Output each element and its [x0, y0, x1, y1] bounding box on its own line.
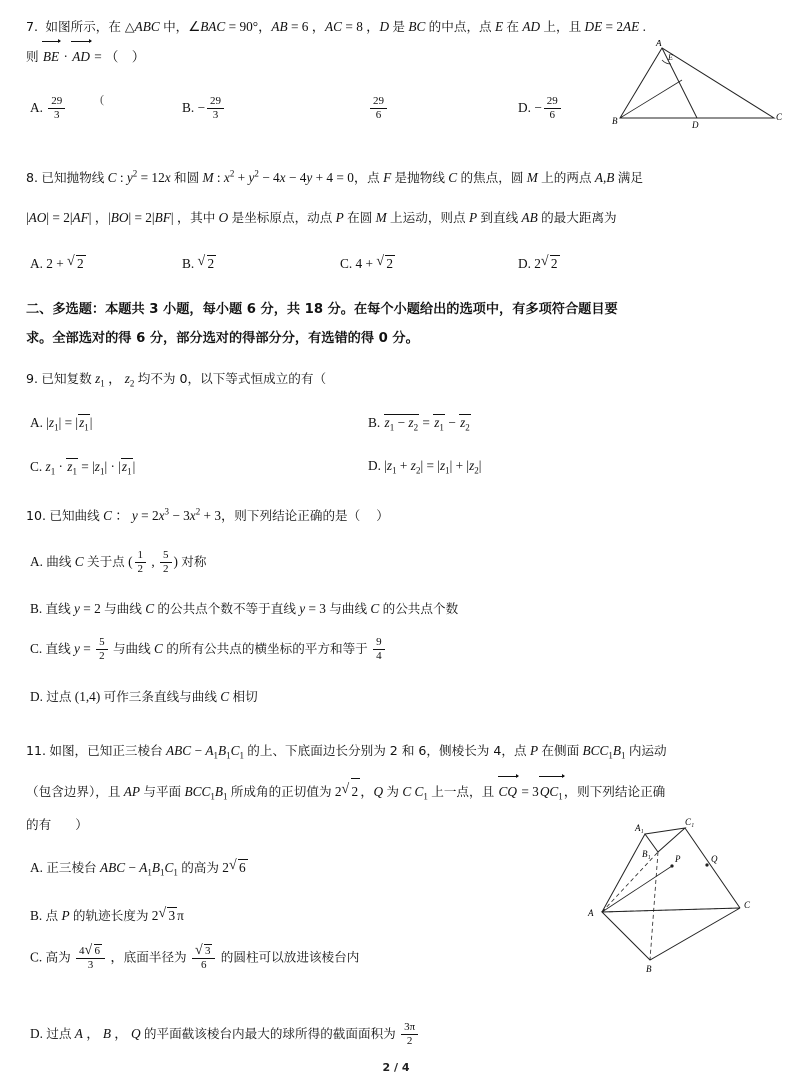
question-7-figure — [612, 40, 782, 130]
question-11: 11. 如图，已知正三棱台 ABC − $A_1B_1C_1$ 的上、下底面边长分别为 2 和 6，侧棱长为 4，点 P 在侧面 $BCC_1B_1$ 内运动 — [26, 743, 667, 761]
question-9-option-b[interactable]: B. $z_1 - z_2 = z_1 - z_2$ — [368, 415, 470, 433]
question-9-option-d[interactable]: D. $|z_1 + z_2| = |z_1| + |z_2|$ — [368, 458, 482, 476]
option-a-fraction: $\frac{29}{3}$ — [48, 95, 65, 121]
svg-text:E: E — [668, 53, 673, 62]
question-7-option-c[interactable]: $\frac{29}{6}$ — [368, 96, 389, 122]
page-footer: 2 / 4 — [382, 1061, 410, 1074]
question-7-number: 7. — [26, 19, 39, 34]
svg-text:D: D — [692, 120, 699, 130]
question-8-option-c[interactable]: C. 4 + √ 2 — [340, 255, 395, 272]
svg-text:B₁: B₁ — [642, 849, 651, 859]
question-11-figure — [580, 812, 770, 982]
question-10-option-b[interactable]: B. 直线 y = 2 与曲线 C 的公共点个数不等于直线 y = 3 与曲线 C 的公共点个数 — [30, 601, 459, 616]
question-10: 10. 已知曲线 C ： $y = 2x^3 - 3x^2 + 3$，则下列结论正确的是（ ） — [26, 506, 389, 523]
question-8-stem-line2: |AO| = 2|AF| ，|BO| = 2|BF| ，其中 O 是坐标原点，动点 P 在圆 M 上运动，则点 P 到直线 AB 的最大距离为 — [26, 210, 617, 225]
svg-text:C: C — [776, 112, 782, 122]
question-7-stem-line2: 则 BE · AD = （ ） — [26, 44, 145, 69]
question-11-option-b[interactable]: B. 点 P 的轨迹长度为 2 √ 3 π — [30, 905, 184, 924]
section-header-line1: 二、多选题：本题共 3 小题，每小题 6 分，共 18 分。在每个小题给出的选项中，有多项符合题目要 — [26, 302, 618, 317]
question-7: 7. 如图所示，在 △ABC 中，∠BAC = 90°，AB = 6 ，AC = 8 ，D 是 BC 的中点，点 E 在 AD 上，且 DE = 2AE . — [26, 19, 646, 34]
question-8-number: 8. — [26, 170, 39, 185]
question-11-stem-line3: 的有 ） — [26, 817, 88, 832]
question-11-number: 11. — [26, 743, 47, 758]
question-8-option-d[interactable]: D. 2 √ 2 — [518, 255, 560, 272]
question-8-stem-line1: 已知抛物线 — [41, 170, 105, 185]
question-10-option-d[interactable]: D. 过点 (1,4) 可作三条直线与曲线 C 相切 — [30, 689, 258, 704]
question-7-option-d[interactable]: D. − $\frac{29}{6}$ — [518, 96, 563, 122]
svg-text:A: A — [588, 908, 594, 918]
question-8-option-a[interactable]: A. 2 + √ 2 — [30, 255, 86, 272]
question-7-option-a[interactable]: A. $\frac{29}{3}$ — [30, 96, 67, 122]
question-10-option-a[interactable]: A. 曲线 C 关于点 ( $\frac{1}{2}$ , $\frac{5}{2}$ ) 对称 — [30, 549, 207, 575]
question-9-option-c[interactable]: C. $z_1 \cdot z_1 = |z_1| \cdot |z_1|$ — [30, 459, 136, 477]
question-7-stem-line1: 如图所示，在 △ — [45, 19, 135, 34]
svg-text:Q: Q — [711, 854, 718, 864]
section-header-line2: 求。全部选对的得 6 分，部分选对的得部分分，有选错的得 0 分。 — [26, 331, 419, 346]
question-8-option-b[interactable]: B. √ 2 — [182, 255, 216, 272]
question-9: 9. 已知复数 $z_1$ ， $z_2$ 均不为 0，以下等式恒成立的有（ — [26, 371, 327, 389]
svg-text:A: A — [656, 40, 662, 48]
question-9-number: 9. — [26, 371, 39, 386]
svg-text:A₁: A₁ — [635, 823, 644, 833]
question-11-stem-line2: （包含边界），且 AP 与平面 $BCC_1B_1$ 所成角的正切值为 2 √ 2 ，Q 为 C $C_1$ 上一点，且 CQ = $3QC_1$，则下列结论正确 — [26, 778, 756, 806]
svg-text:B: B — [646, 964, 652, 974]
svg-text:P: P — [675, 854, 681, 864]
question-10-number: 10. — [26, 508, 47, 523]
question-11-option-d[interactable]: D. 过点 A ， B ， Q 的平面截该棱台内最大的球所得的截面面积为 $\frac{3\pi}{2}$ — [30, 1022, 420, 1048]
question-11-option-a[interactable]: A. 正三棱台 ABC − $A_1B_1C_1$ 的高为 2 √ 6 — [30, 857, 248, 878]
svg-text:C: C — [744, 900, 751, 910]
question-11-option-c[interactable]: C. 高为 $\frac{4 √ 6}{3}$ ，底面半径为 √ $\frac{3}{6}$ 的圆柱可以放进该棱台内 — [30, 945, 359, 972]
question-7-option-b[interactable]: B. − $\frac{29}{3}$ — [182, 96, 226, 122]
stray-mark-1: ( — [100, 92, 104, 106]
question-8: 8. 已知抛物线 C : $y^2 = 12x$ 和圆 M : $x^2 + y^2 - 4x - 4y + 4 = 0$，点 F 是抛物线 C 的焦点，圆 M 上的两点 A,B 满足 — [26, 168, 643, 185]
svg-text:C₁: C₁ — [685, 817, 695, 827]
svg-text:B: B — [612, 116, 618, 126]
question-9-option-a[interactable]: A. $|z_1| = |z_1|$ — [30, 415, 93, 433]
question-10-option-c[interactable]: C. 直线 y = $\frac{5}{2}$ 与曲线 C 的所有公共点的横坐标的平方和等于 $\frac{9}{4}$ — [30, 637, 387, 663]
